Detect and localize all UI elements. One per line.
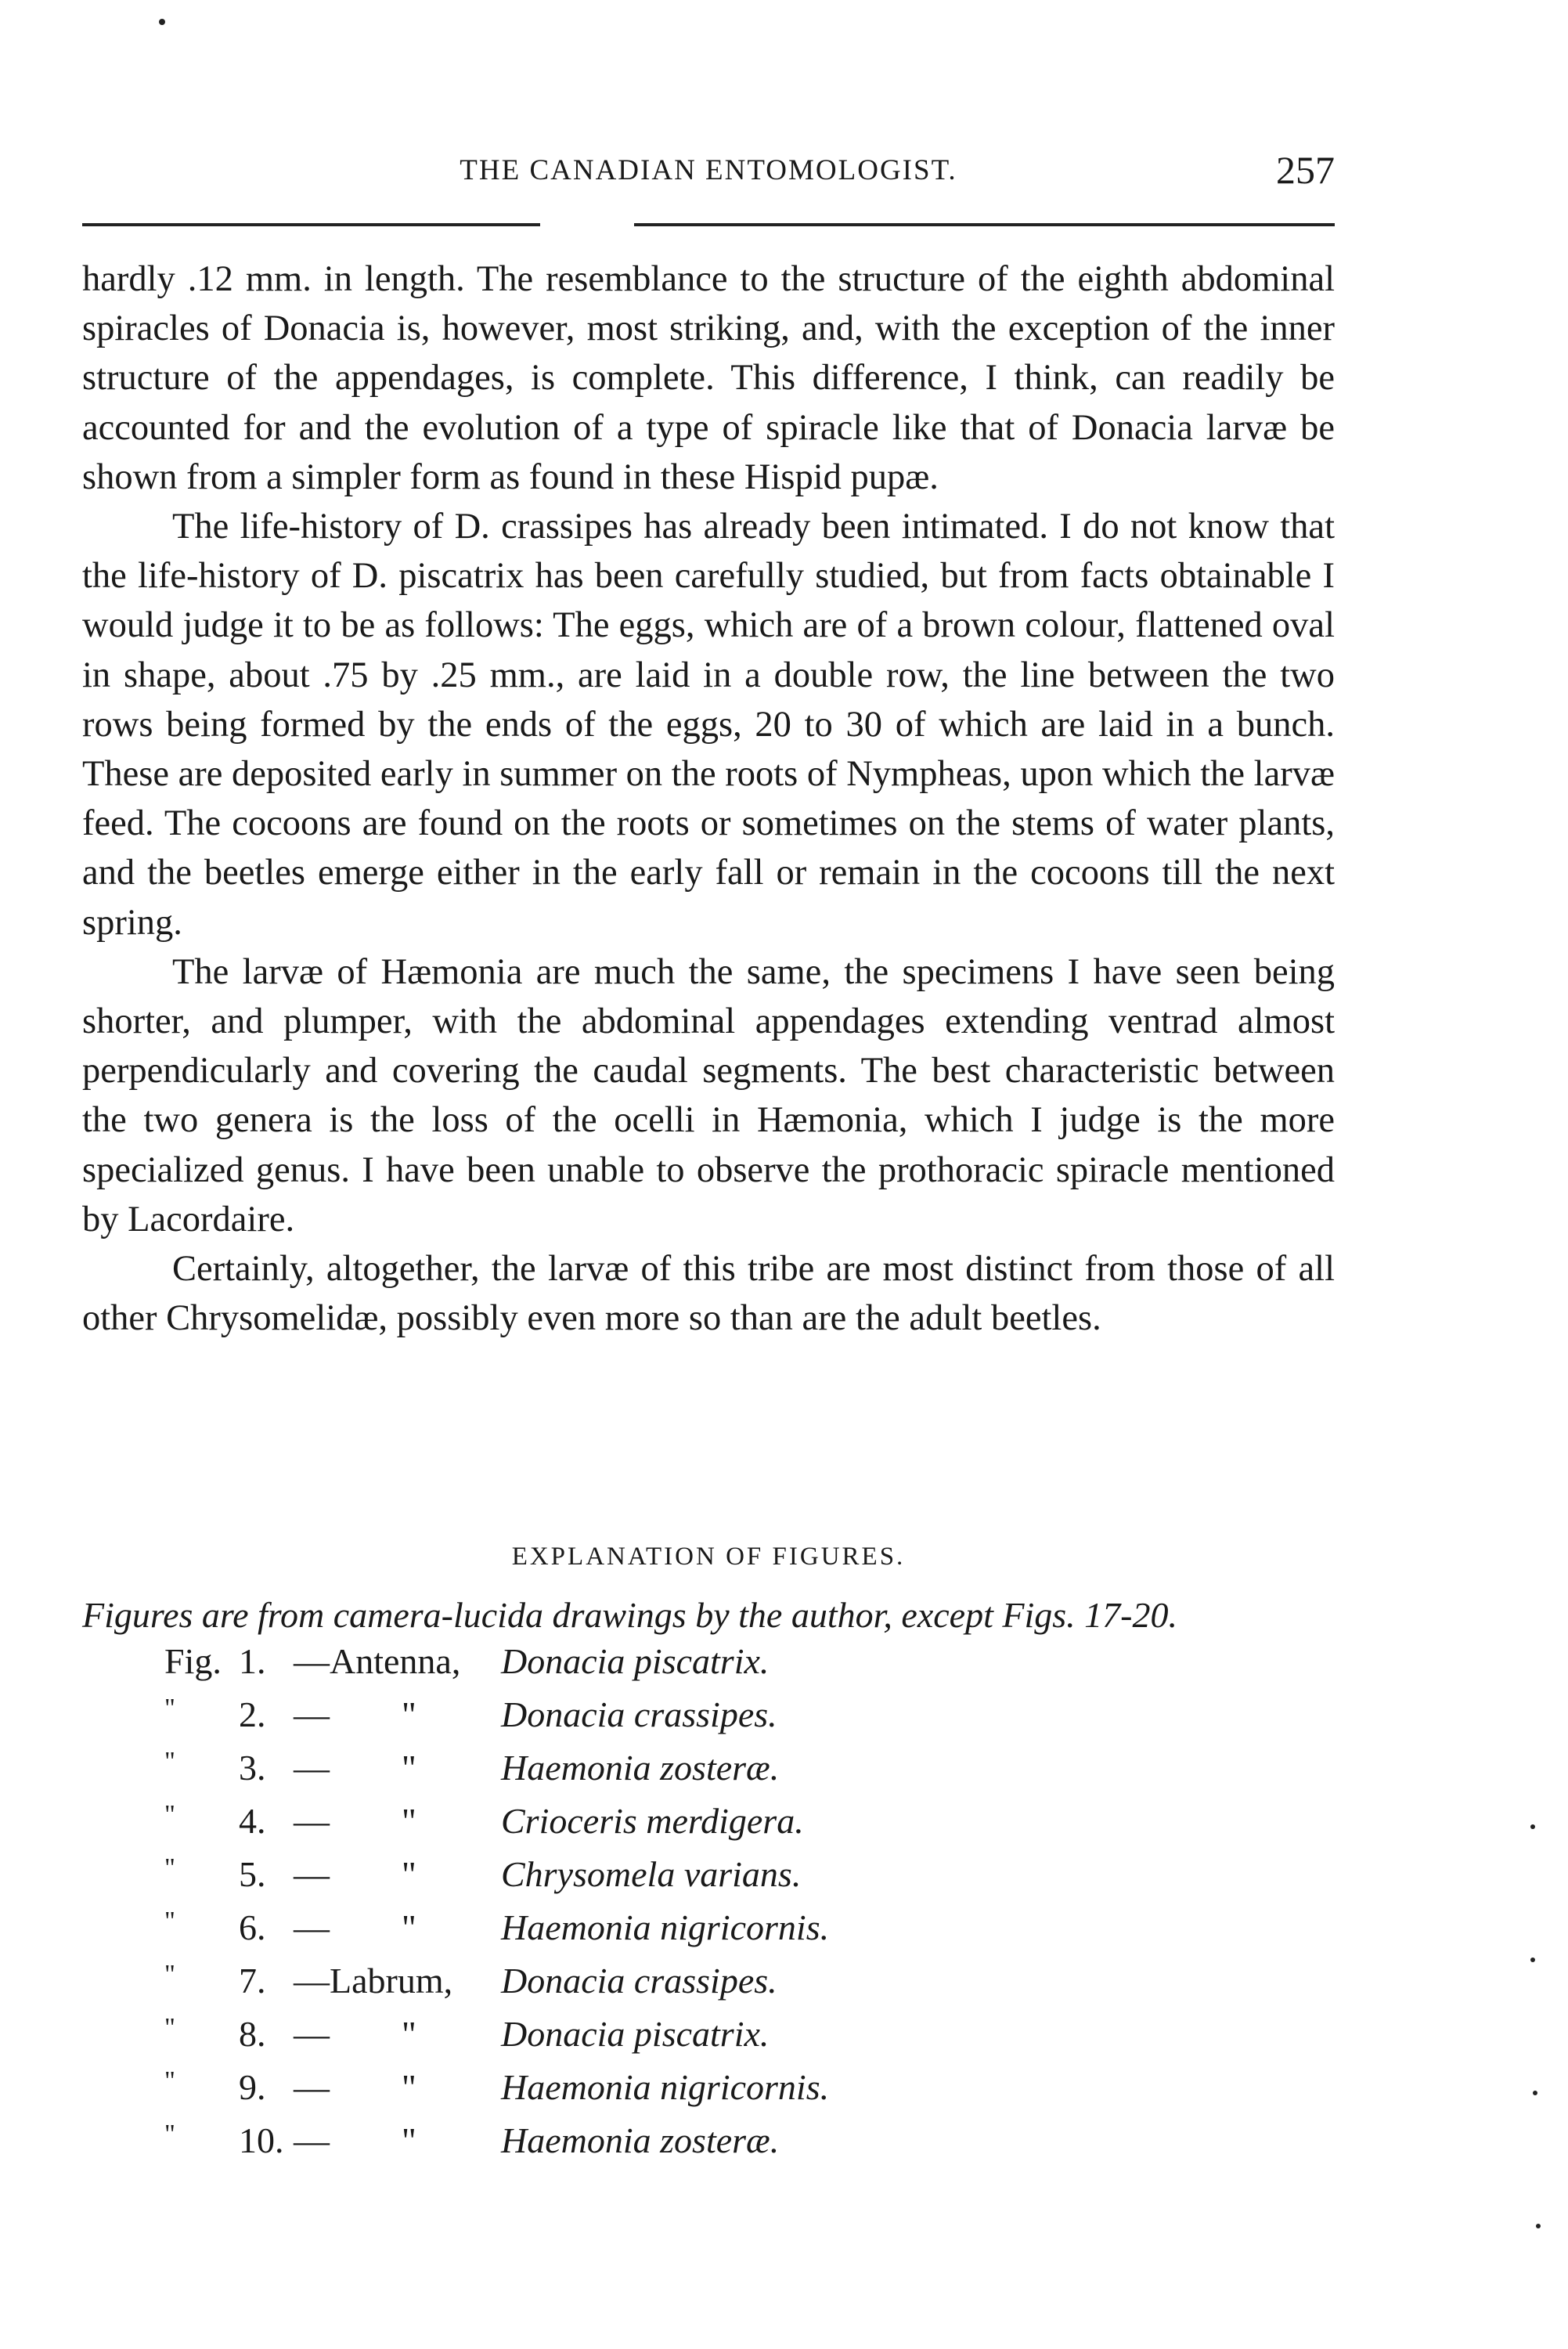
fig-part: — " — [294, 2067, 416, 2107]
fig-species: Chrysomela varians. — [501, 1854, 802, 1894]
fig-species: Haemonia nigricornis. — [501, 2067, 830, 2107]
speck-mark — [1530, 1824, 1535, 1829]
paragraph: The life-history of D. crassipes has already been intimated. I do not know that the life-history of D. piscatrix has been carefully studied, but from facts obtainable I would judge it to be as follows: The eggs, which are of a brown colour, flattened oval in shape, about .75 by .25 mm., are laid in a double row, the line between the two rows being formed by the ends of the eggs, 20 to 30 of which are laid in a bunch. These are deposited early in summer on the roots of Nympheas, upon which the larvæ feed. The cocoons are found on the roots or sometimes on the stems of water plants, and the beetles emerge either in the early fall or remain in the cocoons till the next spring. — [82, 507, 1335, 943]
body-text — [82, 254, 1335, 1343]
speck-mark — [159, 19, 165, 25]
fig-number: 1. — [239, 1641, 266, 1681]
fig-species: Crioceris merdigera. — [501, 1801, 804, 1841]
fig-label: Fig. — [164, 1641, 222, 1681]
fig-number: 7. — [239, 1961, 266, 2001]
fig-part: — " — [294, 2014, 416, 2054]
header-rule-right — [634, 223, 1335, 226]
fig-species: Donacia crassipes. — [501, 1694, 777, 1734]
fig-number: 5. — [239, 1854, 266, 1894]
fig-label: " — [164, 1747, 175, 1776]
fig-species: Donacia piscatrix. — [501, 1641, 770, 1681]
running-title: THE CANADIAN ENTOMOLOGIST. — [460, 154, 957, 186]
fig-label: " — [164, 2066, 175, 2095]
fig-species: Haemonia nigricornis. — [501, 1907, 830, 1947]
running-header — [82, 148, 1335, 200]
fig-label: " — [164, 2013, 175, 2042]
fig-label: " — [164, 1960, 175, 1989]
fig-number: 3. — [239, 1748, 266, 1788]
fig-label: " — [164, 1694, 175, 1723]
fig-species: Haemonia zosteræ. — [501, 2120, 780, 2160]
fig-number: 9. — [239, 2067, 266, 2107]
fig-number: 4. — [239, 1801, 266, 1841]
paragraph: Certainly, altogether, the larvæ of this tribe are most distinct from those of all other Chrysomelidæ, possibly even more so than are the adult beetles. — [82, 1249, 1335, 1339]
speck-mark — [1533, 2091, 1537, 2095]
fig-part: — " — [294, 1907, 416, 1947]
fig-species: Donacia crassipes. — [501, 1961, 777, 2001]
fig-number: 10. — [239, 2120, 284, 2160]
fig-number: 8. — [239, 2014, 266, 2054]
fig-label: " — [164, 1907, 175, 1936]
fig-part: — " — [294, 1801, 416, 1841]
fig-species: Haemonia zosteræ. — [501, 1748, 780, 1788]
header-rule-left — [82, 223, 540, 226]
fig-label: " — [164, 1800, 175, 1829]
fig-part: — " — [294, 1748, 416, 1788]
paragraph: hardly .12 mm. in length. The resemblance to the structure of the eighth abdominal spiracles of Donacia is, however, most striking, and, with the exception of the inner structure of the appendages, is complete. This difference, I think, can readily be accounted for and the evolution of a type of spiracle like that of Donacia larvæ be shown from a simpler form as found in these Hispid pupæ. — [82, 259, 1335, 497]
fig-species: Donacia piscatrix. — [501, 2014, 770, 2054]
fig-part: — " — [294, 1694, 416, 1734]
speck-mark — [1536, 2224, 1541, 2228]
fig-part: — " — [294, 2120, 416, 2160]
speck-mark — [1530, 1958, 1535, 1962]
figure-caption: Figures are from camera-lucida drawings by the author, except Figs. 17-20. — [82, 1595, 1177, 1635]
fig-label: " — [164, 1853, 175, 1882]
paragraph: The larvæ of Hæmonia are much the same, the specimens I have seen being shorter, and plumper, with the abdominal appendages extending ventrad almost perpendicularly and covering the caudal segments. The best characteristic between the two genera is the loss of the ocelli in Hæmonia, which I judge is the more specialized genus. I have been unable to observe the prothoracic spiracle mentioned by Lacordaire. — [82, 951, 1335, 1239]
fig-part: —Antenna, — [294, 1641, 461, 1681]
fig-part: — " — [294, 1854, 416, 1894]
fig-part: —Labrum, — [294, 1961, 453, 2001]
fig-number: 6. — [239, 1907, 266, 1947]
section-heading: EXPLANATION OF FIGURES. — [511, 1543, 906, 1571]
fig-number: 2. — [239, 1694, 266, 1734]
fig-label: " — [164, 2120, 175, 2149]
page-number: 257 — [1276, 148, 1335, 192]
